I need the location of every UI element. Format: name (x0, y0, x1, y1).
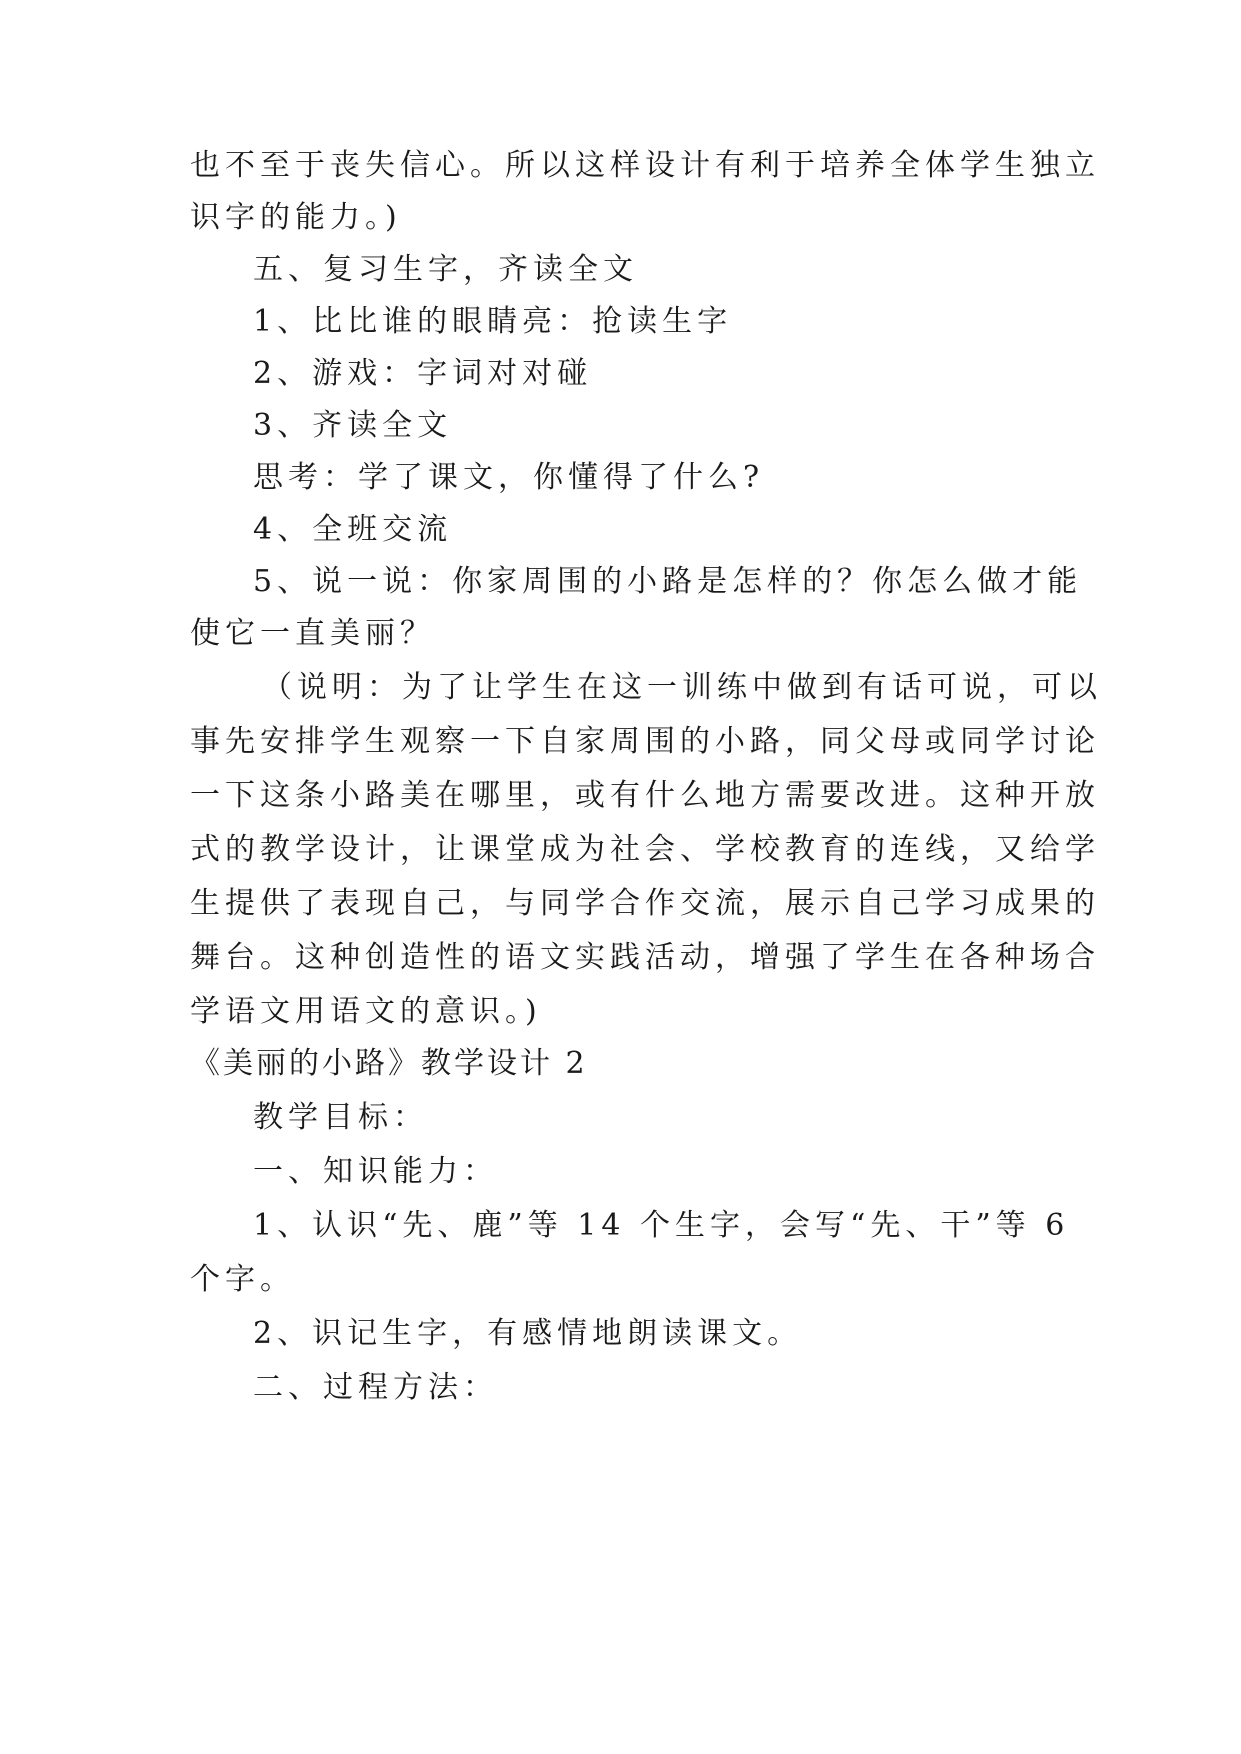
paragraph-line: 一下这条小路美在哪里，或有什么地方需要改进。这种开放 (190, 778, 1100, 813)
list-item: 5、说一说：你家周围的小路是怎样的？你怎么做才能 (253, 564, 1083, 599)
section-heading: 二、过程方法： (253, 1370, 498, 1405)
paragraph-line: （说明：为了让学生在这一训练中做到有话可说，可以 (262, 670, 1102, 705)
list-item: 3、齐读全文 (253, 408, 453, 443)
paragraph-line: 生提供了表现自己，与同学合作交流，展示自己学习成果的 (190, 886, 1100, 921)
paragraph-line: 使它一直美丽？ (190, 616, 435, 651)
list-item: 1、认识“先、鹿”等 14 个生字，会写“先、干”等 6 (253, 1208, 1070, 1243)
paragraph-line: 式的教学设计，让课堂成为社会、学校教育的连线，又给学 (190, 832, 1100, 867)
paragraph-line: 事先安排学生观察一下自家周围的小路，同父母或同学讨论 (190, 724, 1100, 759)
section-heading: 五、复习生字，齐读全文 (253, 252, 638, 287)
list-item: 2、游戏：字词对对碰 (253, 356, 593, 391)
paragraph-line: 舞台。这种创造性的语文实践活动，增强了学生在各种场合 (190, 940, 1100, 975)
paragraph-line: 个字。 (190, 1262, 295, 1297)
paragraph-line: 也不至于丧失信心。所以这样设计有利于培养全体学生独立 (190, 148, 1100, 183)
list-item: 2、识记生字，有感情地朗读课文。 (253, 1316, 803, 1351)
paragraph-line: 思考：学了课文，你懂得了什么? (253, 460, 765, 495)
list-item: 4、全班交流 (253, 512, 453, 547)
list-item: 1、比比谁的眼睛亮：抢读生字 (253, 304, 733, 339)
section-heading: 教学目标： (253, 1100, 428, 1135)
section-heading: 一、知识能力： (253, 1154, 498, 1189)
paragraph-line: 学语文用语文的意识。) (190, 994, 542, 1029)
document-title: 《美丽的小路》教学设计 2 (190, 1046, 588, 1081)
paragraph-line: 识字的能力。) (190, 200, 402, 235)
